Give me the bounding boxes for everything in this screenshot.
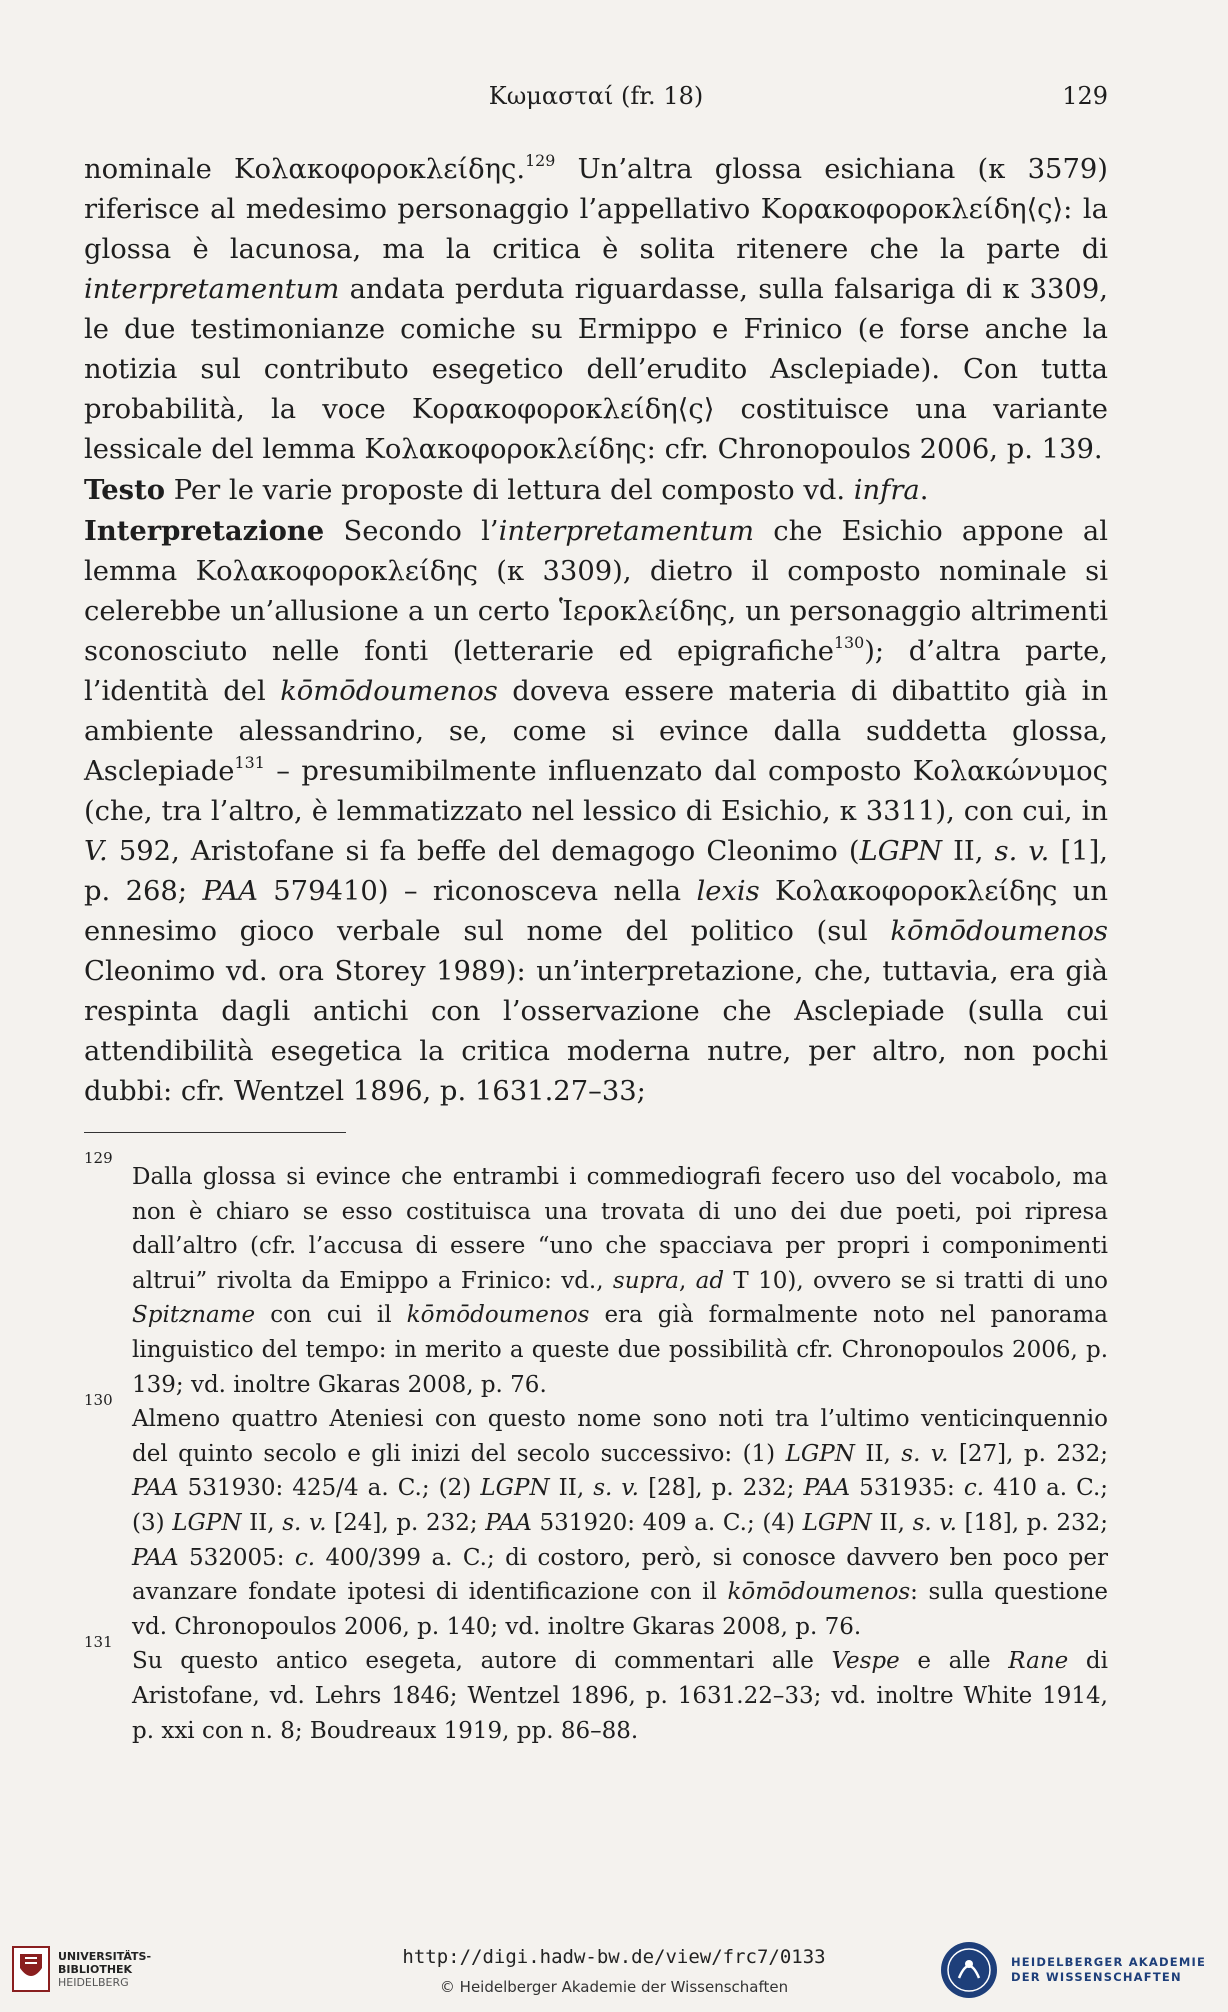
text-run: e alle [899,1648,1009,1675]
text-run: nominale Κολακοφοροκλείδης. [84,154,526,185]
text-run: Su questo antico esegeta, autore di commentari alle [132,1648,832,1675]
text-run: Κολακοφοροκλείδης un ennesimo gioco verbale sul nome del politico (sul [84,876,1109,947]
hadw-logo-line: DER WISSENSCHAFTEN [1010,1970,1182,1984]
italic-text: lexis [696,876,760,907]
italic-text: s. v. [901,1440,949,1467]
digital-url-link[interactable]: http://digi.hadw-bw.de/view/frc7/0133 [402,1946,826,1968]
text-run: II, [871,1509,913,1536]
footnote-text [132,1164,1108,1398]
text-run: 531935: [850,1475,964,1502]
italic-text: supra [612,1267,679,1294]
page-header [84,82,1108,118]
italic-text: LGPN [859,836,942,867]
italic-text: PAA [485,1509,532,1536]
italic-text: interpretamentum [498,516,754,547]
footnote-130 [84,1391,1109,1644]
hadw-logo-line: HEIDELBERGER AKADEMIE [1010,1955,1206,1969]
italic-text: s. v. [912,1509,957,1536]
footnote-separator [84,1132,346,1133]
text-run: 532005: [178,1544,295,1571]
italic-text: Rane [1008,1648,1069,1675]
text-run: Dalla glossa si evince che entrambi i commediografi fecero uso del vocabolo, ma non è chiaro se esso costituisca una trovata di uno dei due poeti, poi ripresa dall’altro (cfr. l’accusa di essere “uno che spacciava per propri i componimenti altrui” rivolta da Emippo a Frinico: vd., [132,1164,1108,1294]
footnote-ref: 130 [833,633,865,653]
page-number: 129 [1062,82,1108,110]
text-run: II, [941,836,995,867]
ub-logo-line: BIBLIOTHEK [58,1962,133,1976]
italic-text: ad [695,1267,725,1294]
text-run: ); d’altra parte, l’identità del [84,636,1108,707]
italic-text: c. [963,1475,985,1502]
text-run: 400/399 a. C.; di costoro, però, si conosce davvero ben poco per avanzare fondate ipotesi di identificazione con il [132,1544,1109,1606]
digitization-footer [0,1930,1228,2012]
italic-text: kōmōdoumenos [280,676,498,707]
italic-text: PAA [803,1475,851,1502]
text-run: II, [241,1509,283,1536]
italic-text: LGPN [785,1440,855,1467]
italic-text: kōmōdoumenos [406,1302,590,1329]
text-run: [18], p. 232; [956,1509,1108,1536]
running-title: Κωμασταί (fr. 18) [488,82,704,110]
footnote-number: 129 [84,1149,113,1167]
paragraph-discussion [84,150,1108,470]
text-run: Per le varie proposte di lettura del composto vd. [165,475,854,506]
section-label: Testo [84,474,166,506]
paragraph-testo [84,470,1108,511]
ub-logo-line: UNIVERSITÄTS- [58,1949,152,1963]
main-text [84,150,1108,1112]
italic-text: Spitzname [132,1302,256,1329]
italic-text: PAA [132,1475,179,1502]
ub-logo-line: HEIDELBERG [58,1975,129,1989]
text-run: II, [549,1475,594,1502]
footnote-text [132,1648,1108,1743]
text-run: 531930: 425/4 a. C.; (2) [178,1475,481,1502]
italic-text: PAA [132,1544,179,1571]
italic-text: LGPN [802,1509,872,1536]
footnote-131 [84,1633,1108,1748]
footnote-number: 130 [84,1391,113,1410]
italic-text: kōmōdoumenos [727,1579,911,1606]
footnote-ref: 131 [234,753,265,773]
text-run: con cui il [255,1302,407,1329]
italic-text: interpretamentum [84,274,340,305]
text-run: , [678,1267,696,1294]
text-run: 579410) – riconosceva nella [257,876,697,907]
text-run: : sulla questione vd. Chronopoulos 2006, p. 140; vd. inoltre Gkaras 2008, p. 76. [132,1579,1108,1640]
footnote-number: 131 [84,1633,113,1652]
text-run: [27], p. 232; [948,1440,1108,1467]
text-run: Cleonimo vd. ora Storey 1989): un’interpretazione, che, tuttavia, era già respinta dagli antichi con l’osservazione che Asclepiade (sulla cui attendibilità esegetica la critica moderna nutre, per altro, non pochi dubbi: cfr. Wentzel 1896, p. 1631.27–33; [84,956,1108,1107]
text-run: era già formalmente noto nel panorama linguistico del tempo: in merito a queste due possibilità cfr. Chronopoulos 2006, p. 139; vd. inoltre Gkaras 2008, p. 76. [132,1302,1108,1398]
italic-text: s. v. [282,1509,327,1536]
paragraph-interpretazione [84,511,1108,1112]
text-run: Almeno quattro Ateniesi con questo nome sono noti tra l’ultimo venticinquennio del quinto secolo e gli inizi del secolo successivo: (1) [132,1406,1108,1467]
italic-text: s. v. [593,1475,639,1502]
footnote-ref: 129 [525,151,556,171]
text-run: 410 a. C.; (3) [132,1475,1109,1536]
text-run: [28], p. 232; [639,1475,804,1502]
text-run: Un’altra glossa esichiana (κ 3579) riferisce al medesimo personaggio l’appellativo Κορακοφοροκλείδη⟨ς⟩: la glossa è lacunosa, ma la critica è solita ritenere che la parte di [84,154,1108,265]
text-run: di Aristofane, vd. Lehrs 1846; Wentzel 1896, p. 1631.22–33; vd. inoltre White 1914, p. xxi con n. 8; Boudreaux 1919, pp. 86–88. [132,1648,1108,1744]
text-run: T 10), ovvero se si tratti di uno [724,1267,1108,1294]
text-run: 531920: 409 a. C.; (4) [531,1509,803,1536]
italic-text: LGPN [172,1509,242,1536]
text-run: doveva essere materia di dibattito già in ambiente alessandrino, se, come si evince dalla suddetta glossa, Asclepiade [84,676,1109,787]
section-label: Interpretazione [84,515,325,547]
italic-text: s. v. [994,836,1050,867]
italic-text: Vespe [831,1648,900,1675]
copyright-notice: © Heidelberger Akademie der Wissenschaften [439,1978,789,1996]
text-run: [1], p. 268; [84,836,1108,907]
italic-text: LGPN [480,1475,550,1502]
text-run: 592, Aristofane si fa beffe del demagogo Cleonimo ( [107,836,860,867]
akademie-seal-icon [939,1940,999,2000]
text-run: che Esichio appone al lemma Κολακοφοροκλείδης (κ 3309), dietro il composto nominale si celerebbe un’allusione a un certo Ἱεροκλείδης, un personaggio altrimenti sconosciuto nelle fonti (letterarie ed epigrafiche [84,516,1108,667]
footnote-129 [84,1149,1108,1402]
italic-text: infra [853,475,920,506]
italic-text: PAA [202,876,258,907]
text-run: . [919,475,929,506]
italic-text: V. [84,836,108,867]
footnotes [84,1149,1109,1748]
text-run: – presumibilmente influenzato dal composto Κολακώνυμος (che, tra l’altro, è lemmatizzato nel lessico di Esichio, κ 3311), con cui, in [84,756,1108,827]
text-run: II, [854,1440,902,1467]
text-run: [24], p. 232; [326,1509,486,1536]
footnote-text [132,1406,1108,1640]
text-run: andata perduta riguardasse, sulla falsariga di κ 3309, le due testimonianze comiche su Ermippo e Frinico (e forse anche la notizia sul contributo esegetico dell’erudito Asclepiade). Con tutta probabilità, la voce Κορακοφοροκλείδη⟨ς⟩ costituisce una variante lessicale del lemma Κολακοφοροκλείδης: cfr. Chronopoulos 2006, p. 139. [84,274,1108,465]
italic-text: kōmōdoumenos [890,916,1108,947]
italic-text: c. [294,1544,316,1571]
text-run: Secondo l’ [324,516,499,547]
hadw-logo [939,1940,1206,2000]
